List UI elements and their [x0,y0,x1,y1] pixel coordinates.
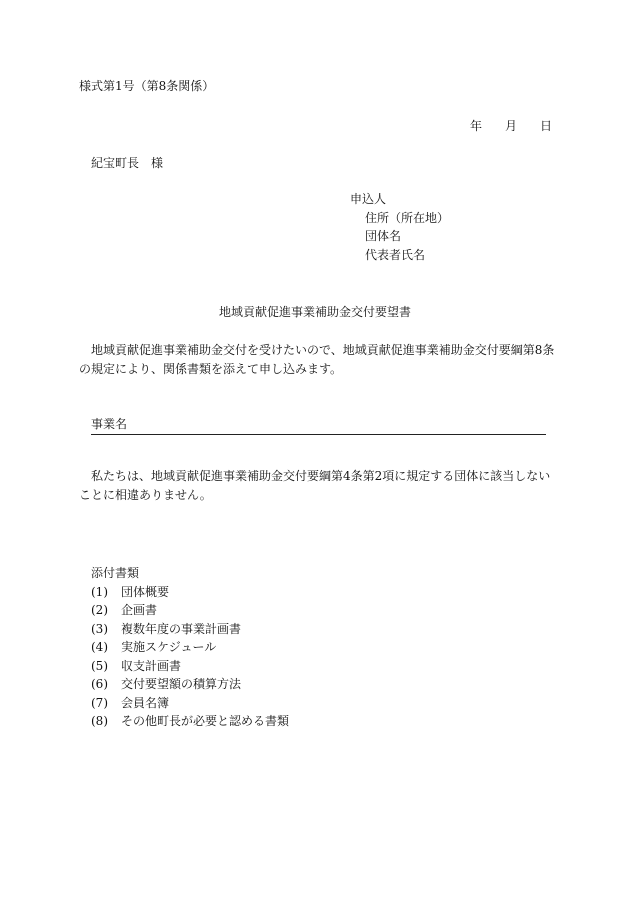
project-name-field [91,418,546,435]
attachment-number: (5) [91,659,108,673]
date-year-label: 年 [470,119,483,133]
attachment-number: (8) [91,714,108,728]
attachment-item [91,641,216,653]
attachment-label: 複数年度の事業計画書 [121,622,242,636]
attachment-item [91,697,169,709]
attachment-item [91,586,169,598]
attachment-label: 交付要望額の積算方法 [121,677,242,691]
project-name-label: 事業名 [91,417,128,431]
attachment-number: (2) [91,603,108,617]
attachment-item [91,623,241,635]
applicant-heading: 申込人 [350,192,387,206]
applicant-representative-label: 代表者氏名 [365,248,426,262]
addressee: 紀宝町長 様 [91,156,164,170]
attachment-number: (7) [91,696,108,710]
attachment-label: 実施スケジュール [121,640,217,654]
attachment-label: その他町長が必要と認める書類 [121,714,290,728]
declaration-paragraph [79,467,557,505]
attachment-item [91,604,157,616]
document-title: 地域貢献促進事業補助金交付要望書 [218,305,411,319]
date-month-label: 月 [505,119,518,133]
attachment-number: (1) [91,585,108,599]
applicant-address-label: 住所（所在地） [365,211,450,225]
attachments-title: 添付書類 [91,566,140,580]
attachment-label: 団体概要 [121,585,170,599]
attachment-item [91,660,181,672]
attachment-label: 収支計画書 [121,659,182,673]
attachment-label: 会員名簿 [121,696,170,710]
attachment-item [91,715,289,727]
intro-paragraph-text: 地域貢献促進事業補助金交付を受けたいので、地域貢献促進事業補助金交付要綱第8条の規定により、関係書類を添えて申し込みます。 [79,343,555,376]
applicant-group-label: 団体名 [365,229,402,243]
attachment-label: 企画書 [121,603,158,617]
intro-paragraph [79,341,557,379]
date-day-label: 日 [540,119,553,133]
form-number: 様式第1号（第8条関係） [79,79,215,93]
attachment-item [91,678,241,690]
attachment-number: (4) [91,640,108,654]
declaration-paragraph-text: 私たちは、地域貢献促進事業補助金交付要綱第4条第2項に規定する団体に該当しないことに相違ありません。 [79,469,551,502]
attachment-number: (3) [91,622,108,636]
attachment-number: (6) [91,677,108,691]
